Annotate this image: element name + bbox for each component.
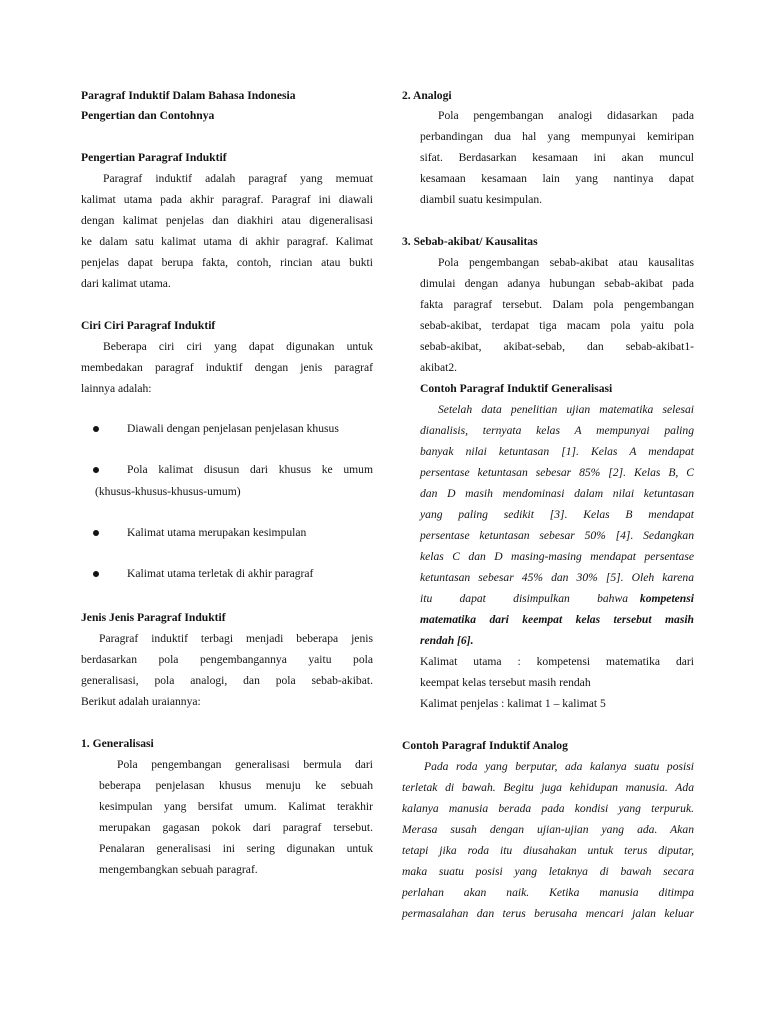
- example-line: terletak di bawah. Begitu juga kehidupan manusia. Ada: [402, 781, 694, 794]
- paragraph-line: kalimat utama pada akhir paragraf. Paragraf ini diawali: [81, 193, 373, 206]
- paragraph-line: generalisasi, pola analogi, dan pola sebab-akibat.: [81, 674, 373, 687]
- paragraph-line: membedakan paragraf induktif dengan jenis paragraf: [81, 361, 373, 374]
- paragraph-line: dari kalimat utama.: [81, 277, 171, 290]
- example-line: tetapi jika roda itu diusahakan untuk terus diputar,: [402, 844, 694, 857]
- paragraph-line: dimulai dengan adanya hubungan sebab-akibat pada: [420, 277, 694, 290]
- paragraph-line: dengan kalimat penjelas dan diakhiri atau digeneralisasi: [81, 214, 373, 227]
- document-title: Paragraf Induktif Dalam Bahasa Indonesia: [81, 89, 296, 102]
- example-line: itu dapat disimpulkan bahwa: [420, 592, 628, 605]
- example-line: yang paling sedikit [3]. Kelas B mendapat: [420, 508, 694, 521]
- example-conclusion-bold: kompetensi: [639, 592, 694, 605]
- paragraph-line: kesamaan kesamaan lain yang nantinya dapat: [420, 172, 694, 185]
- paragraph-line: beberapa penjelasan khusus menuju ke sebuah: [99, 779, 373, 792]
- example-line: maka suatu posisi yang letaknya di bawah secara: [402, 865, 694, 878]
- example-line: dan D masih mendominasi dalam nilai ketuntasan: [420, 487, 694, 500]
- section-heading-sebab-akibat: 3. Sebab-akibat/ Kausalitas: [402, 235, 538, 248]
- list-item: Pola kalimat disusun dari khusus ke umum: [127, 463, 373, 476]
- section-heading-contoh-analog: Contoh Paragraf Induktif Analog: [402, 739, 568, 752]
- section-heading-jenis: Jenis Jenis Paragraf Induktif: [81, 611, 226, 624]
- example-line: kelas C dan D masing-masing mendapat persentase: [420, 550, 694, 563]
- paragraph-line: lainnya adalah:: [81, 382, 152, 395]
- supporting-sentence-label: Kalimat penjelas : kalimat 1 – kalimat 5: [420, 697, 606, 710]
- paragraph-line: Paragraf induktif adalah paragraf yang memuat: [103, 172, 373, 185]
- example-line: permasalahan dan terus berusaha mencari jalan keluar: [402, 907, 694, 920]
- section-heading-ciri: Ciri Ciri Paragraf Induktif: [81, 319, 216, 332]
- bullet-icon: [93, 467, 99, 473]
- paragraph-line: diambil suatu kesimpulan.: [420, 193, 543, 206]
- section-heading-analogi: 2. Analogi: [402, 89, 452, 102]
- section-heading-generalisasi: 1. Generalisasi: [81, 737, 154, 750]
- paragraph-line: Penalaran generalisasi ini sering digunakan untuk: [99, 842, 373, 855]
- paragraph-line: perbandingan dua hal yang mempunyai kemiripan: [420, 130, 694, 143]
- paragraph-line: mengembangkan sebuah paragraf.: [99, 863, 258, 876]
- example-line: Setelah data penelitian ujian matematika selesai: [438, 403, 694, 416]
- example-line: Merasa susah dengan ujian-ujian yang ada. Akan: [402, 823, 694, 836]
- paragraph-line: sebab-akibat, terdapat tiga macam pola yaitu pola: [420, 319, 694, 332]
- main-sentence-label: Kalimat utama : kompetensi matematika dari: [420, 655, 694, 668]
- example-line: persentase ketuntasan sebesar 85% [2]. Kelas B, C: [420, 466, 694, 479]
- example-line: banyak nilai ketuntasan [1]. Kelas A mendapat: [420, 445, 694, 458]
- bullet-icon: [93, 426, 99, 432]
- list-item: Kalimat utama merupakan kesimpulan: [127, 526, 307, 539]
- example-conclusion-bold: rendah [6].: [420, 634, 474, 647]
- bullet-icon: [93, 530, 99, 536]
- example-line: kalanya manusia berada pada kondisi yang terpuruk.: [402, 802, 694, 815]
- paragraph-line: Paragraf induktif terbagi menjadi beberapa jenis: [99, 632, 373, 645]
- example-line: dianalisis, ternyata kelas A mempunyai paling: [420, 424, 694, 437]
- paragraph-line: akibat2.: [420, 361, 458, 374]
- example-line: Pada roda yang berputar, ada kalanya suatu posisi: [424, 760, 694, 773]
- example-line: ketuntasan sebesar 45% dan 30% [5]. Oleh karena: [420, 571, 694, 584]
- paragraph-line: fakta paragraf tersebut. Dalam pola pengembangan: [420, 298, 694, 311]
- example-line: persentase ketuntasan sebesar 50% [4]. Sedangkan: [420, 529, 694, 542]
- list-item-continuation: (khusus-khusus-khusus-umum): [95, 485, 241, 498]
- paragraph-line: Berikut adalah uraiannya:: [81, 695, 201, 708]
- section-heading-pengertian: Pengertian Paragraf Induktif: [81, 151, 227, 164]
- example-conclusion-bold: matematika dari keempat kelas tersebut masih: [420, 613, 694, 626]
- bullet-icon: [93, 571, 99, 577]
- section-heading-contoh-generalisasi: Contoh Paragraf Induktif Generalisasi: [420, 382, 613, 395]
- paragraph-line: berdasarkan pola pengembangannya yaitu pola: [81, 653, 373, 666]
- example-line: perlahan akan naik. Ketika manusia ditimpa: [402, 886, 694, 899]
- paragraph-line: penjelas dapat berupa fakta, contoh, rincian atau bukti: [81, 256, 373, 269]
- paragraph-line: merupakan gagasan pokok dari paragraf tersebut.: [99, 821, 373, 834]
- paragraph-line: Beberapa ciri ciri yang dapat digunakan untuk: [103, 340, 373, 353]
- main-sentence-value: keempat kelas tersebut masih rendah: [420, 676, 591, 689]
- paragraph-line: Pola pengembangan sebab-akibat atau kausalitas: [438, 256, 694, 269]
- document-subtitle: Pengertian dan Contohnya: [81, 109, 215, 122]
- list-item: Kalimat utama terletak di akhir paragraf: [127, 567, 314, 580]
- paragraph-line: ke dalam satu kalimat utama di akhir paragraf. Kalimat: [81, 235, 373, 248]
- paragraph-line: kesimpulan yang bersifat umum. Kalimat terakhir: [99, 800, 373, 813]
- paragraph-line: Pola pengembangan generalisasi bermula dari: [117, 758, 373, 771]
- paragraph-line: Pola pengembangan analogi didasarkan pada: [438, 109, 694, 122]
- paragraph-line: sebab-akibat, akibat-sebab, dan sebab-akibat1-: [420, 340, 694, 353]
- paragraph-line: sifat. Berdasarkan kesamaan ini akan muncul: [420, 151, 694, 164]
- list-item: Diawali dengan penjelasan penjelasan khusus: [127, 422, 339, 435]
